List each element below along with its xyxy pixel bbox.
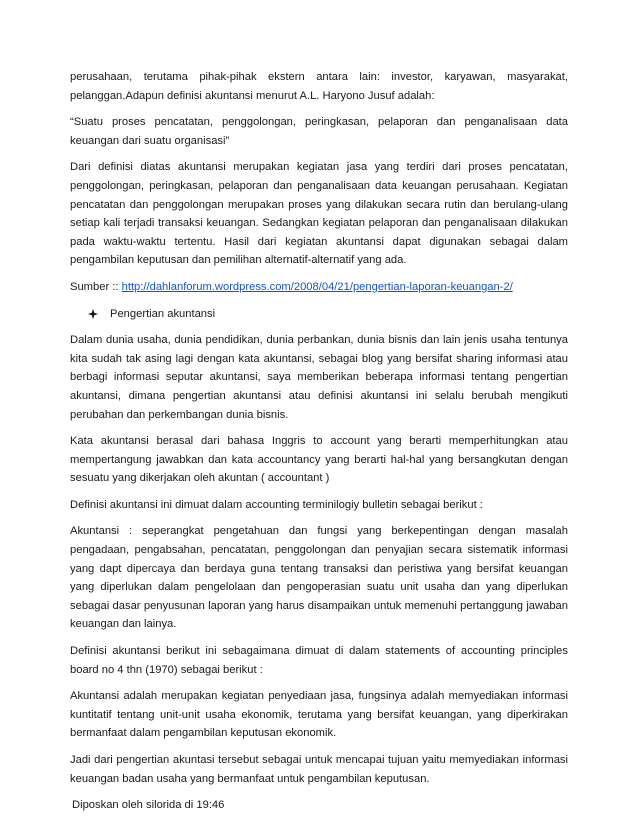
source-link[interactable]: http://dahlanforum.wordpress.com/2008/04/21/pengertian-laporan-keuangan-2/ <box>121 280 513 293</box>
paragraph-apb-intro: Definisi akuntansi berikut ini sebagaimana dimuat di dalam statements of accounting principles board no 4 thn (1970) sebagai berikut : <box>70 645 568 676</box>
paragraph-business-world: Dalam dunia usaha, dunia pendidikan, dunia perbankan, dunia bisnis dan lain jenis usaha tentunya kita sudah tak asing lagi dengan kata akuntansi, sebagai blog yang bersifat sharing informasi atau berbagi informasi seputar akuntansi, saya memberikan beberapa informasi tentang pengertian akuntansi, dimana pengertian akuntansi atau definisi akuntansi ini selalu berubah mengikuti perubahan dan perkembangan dunia bisnis. <box>70 334 568 421</box>
bullet-heading <box>88 305 568 324</box>
diamond-bullet-icon <box>88 309 98 319</box>
paragraph-etymology: Kata akuntansi berasal dari bahasa Inggris to account yang berarti memperhitungkan atau mempertangung jawabkan dan kata accountancy yang berarti hal-hal yang bersangkutan dengan sesuatu yang dikerjakan oleh akuntan ( accountant ) <box>70 435 568 485</box>
paragraph-bulletin-definition: Akuntansi : seperangkat pengetahuan dan fungsi yang berkepentingan dengan masalah pengadaan, pengabsahan, pencatatan, penggolongan dan penyajian secara sistematik informasi yang dapt dipercaya dan berdaya guna tentang transaksi dan peristiwa yang bersifat keuangan yang diperlukan dalam pengelolaan dan pengoperasian suatu unit usaha dan yang diperlukan sebagai dasar penyusunan laporan yang harus disampaikan untuk memenuhi pertanggung jawaban keuangan dan lainya. <box>70 525 568 631</box>
source-label: Sumber :: <box>70 280 122 293</box>
source-line <box>70 278 568 297</box>
bullet-heading-text: Pengertian akuntansi <box>110 307 216 320</box>
paragraph-definition-explanation: Dari definisi diatas akuntansi merupakan kegiatan jasa yang terdiri dari proses pencatatan, penggolongan, peringkasan, pelaporan dan penganalisaan data keuangan perusahaan. Kegiatan pencatatan dan penggolongan merupakan proses yang dilakukan secara rutin dan berulang-ulang setiap kali terjadi transaksi keuangan. Sedangkan kegiatan pelaporan dan penganalisaan dilakukan pada waktu-waktu tertentu. Hasil dari kegiatan akuntansi dapat digunakan sebagai dalam pengambilan keputusan dan pemilihan alternatif-alternatif yang ada. <box>70 161 568 267</box>
paragraph-quote: “Suatu proses pencatatan, penggolongan, peringkasan, pelaporan dan penganalisaan data keuangan dari suatu organisasi” <box>70 116 568 147</box>
paragraph-conclusion: Jadi dari pengertian akuntasi tersebut sebagai untuk mencapai tujuan yaitu memyediakan informasi keuangan badan usaha yang bermanfaat untuk pengambilan keputusan. <box>70 754 568 785</box>
paragraph-intro: perusahaan, terutama pihak-pihak ekstern antara lain: investor, karyawan, masyarakat, pelanggan.Adapun definisi akuntansi menurut A.L. Haryono Jusuf adalah: <box>70 71 568 102</box>
post-footer: Diposkan oleh silorida di 19:46 <box>72 799 225 812</box>
paragraph-bulletin-intro: Definisi akuntansi ini dimuat dalam accounting terminilogiy bulletin sebagai berikut : <box>70 498 483 511</box>
document-page <box>70 68 568 815</box>
paragraph-apb-definition: Akuntansi adalah merupakan kegiatan penyediaan jasa, fungsinya adalah memyediakan informasi kuntitatif tentang unit-unit usaha ekonomik, terutama yang bersifat keuangan, yang diperkirakan bermanfaat dalam pengambilan keputusan ekonomik. <box>70 690 568 740</box>
